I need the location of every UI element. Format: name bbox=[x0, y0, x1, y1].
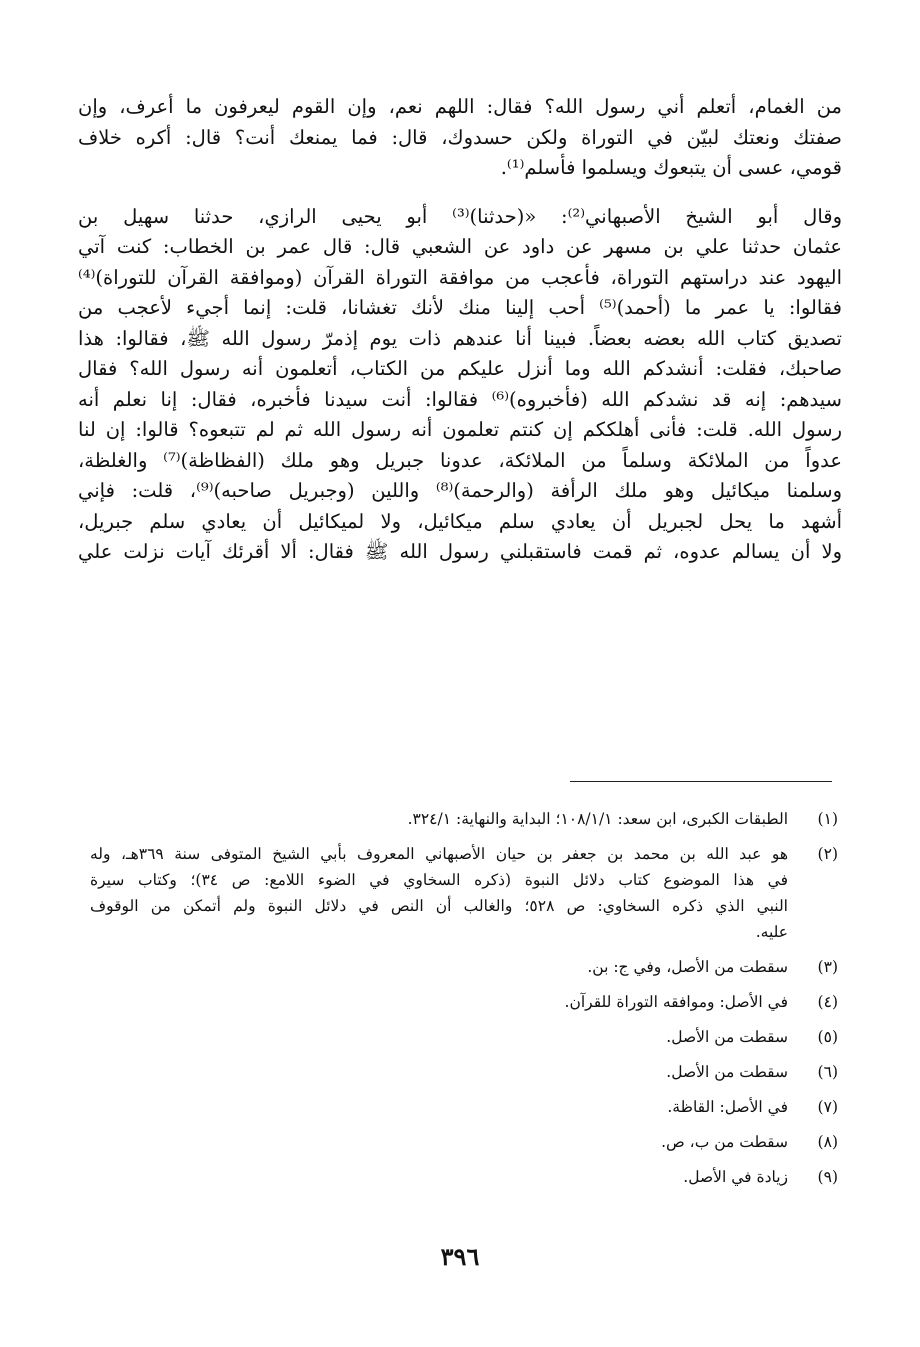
text-line: تصديق كتاب الله بعضه بعضاً. فبينا أنا عندهم ذات يوم إذمرّ رسول الله ﷺ، فقالوا: هذا bbox=[78, 326, 842, 350]
footnote-line: سقطت من ب، ص. bbox=[661, 1133, 788, 1151]
footnote-line: في الأصل: وموافقه التوراة للقرآن. bbox=[564, 993, 788, 1011]
footnote-line: زيادة في الأصل. bbox=[683, 1168, 788, 1186]
text-line: صفتك ونعتك لبيّن في التوراة ولكن حسدوك، قال: فما يمنعك أنت؟ قال: أكره خلاف bbox=[78, 125, 842, 149]
page-number: ٣٩٦ bbox=[440, 1242, 480, 1271]
footnote-text bbox=[90, 1059, 788, 1085]
footnote bbox=[90, 841, 838, 945]
text-line: عثمان حدثنا علي بن مسهر عن داود عن الشعبي قال: قال عمر بن الخطاب: كنت آتي bbox=[78, 235, 842, 258]
text-line: وسلمنا ميكائيل وهو ملك الرأفة (والرحمة)⁽⁸⁾ واللين (وجبريل صاحبه)⁽⁹⁾، قلت: فإني bbox=[78, 479, 842, 502]
footnote-line: عليه. bbox=[755, 923, 788, 941]
text-line: عدواً من الملائكة وسلماً من الملائكة، عدونا جبريل وهو ملك (الفظاظة)⁽⁷⁾ والغلظة، bbox=[78, 448, 842, 472]
text-line: فقالوا: يا عمر ما (أحمد)⁽⁵⁾ أحب إلينا منك لأنك تغشانا، قلت: إنما أجيء لأعجب من bbox=[78, 296, 842, 319]
footnote-number: (٥) bbox=[817, 1028, 838, 1046]
footnote-text bbox=[90, 989, 788, 1015]
footnote bbox=[90, 1024, 838, 1050]
text-line: رسول الله. قلت: فأنى أهلككم إن كنتم تعلمون أنه رسول الله ثم لم تتبعوه؟ قالوا: إن لنا bbox=[78, 418, 842, 441]
footnotes bbox=[90, 806, 838, 1199]
footnote-line: سقطت من الأصل. bbox=[666, 1063, 788, 1081]
footnote bbox=[90, 1059, 838, 1085]
footnote-line: النبي الذي ذكره السخاوي: ص ٥٢٨؛ والغالب أن النص في دلائل النبوة ولم أتمكن من الوقوف bbox=[90, 897, 788, 915]
text-line: قومي، عسى أن يتبعوك ويسلموا فأسلم⁽¹⁾. bbox=[500, 156, 842, 179]
footnote-text bbox=[90, 1094, 788, 1120]
text-line: من الغمام، أتعلم أني رسول الله؟ فقال: اللهم نعم، وإن القوم ليعرفون ما أعرف، وإن bbox=[78, 95, 842, 118]
footnote bbox=[90, 1094, 838, 1120]
footnote-text bbox=[90, 1164, 788, 1190]
text-line: اليهود عند دراستهم التوراة، فأعجب من موافقة التوراة القرآن (وموافقة القرآن للتوراة)⁽⁴⁾ bbox=[78, 265, 842, 289]
main-text bbox=[78, 92, 842, 568]
footnote-line: هو عبد الله بن محمد بن جعفر بن حيان الأصبهاني المعروف بأبي الشيخ المتوفى سنة ٣٦٩هـ، وله bbox=[90, 845, 788, 863]
footnote bbox=[90, 1164, 838, 1190]
footnote-text bbox=[90, 954, 788, 980]
footnote-number: (٢) bbox=[817, 845, 838, 863]
footnote-text bbox=[90, 1024, 788, 1050]
footnote-line: في الأصل: القاظة. bbox=[667, 1098, 788, 1116]
text-line: أشهد ما يحل لجبريل أن يعادي سلم ميكائيل، ولا لميكائيل أن يعادي سلم جبريل، bbox=[78, 509, 842, 533]
footnote bbox=[90, 1129, 838, 1155]
footnote-number: (٣) bbox=[817, 958, 838, 976]
footnote-line: سقطت من الأصل، وفي ج: بن. bbox=[587, 958, 788, 976]
footnote bbox=[90, 954, 838, 980]
footnote bbox=[90, 989, 838, 1015]
footnote-text bbox=[90, 841, 788, 945]
footnote-line: سقطت من الأصل. bbox=[666, 1028, 788, 1046]
footnote-line: الطبقات الكبرى، ابن سعد: ١٠٨/١/١؛ البداية والنهاية: ٣٢٤/١. bbox=[407, 810, 788, 828]
footnote-number: (٨) bbox=[817, 1133, 838, 1151]
footnote bbox=[90, 806, 838, 832]
footnote-number: (٤) bbox=[817, 993, 838, 1011]
footnote-number: (٩) bbox=[817, 1168, 838, 1186]
footnote-separator bbox=[570, 781, 832, 782]
footnote-text bbox=[90, 806, 788, 832]
text-line: ولا أن يسالم عدوه، ثم قمت فاستقبلني رسول الله ﷺ فقال: ألا أقرئك آيات نزلت علي bbox=[78, 540, 842, 563]
text-line: وقال أبو الشيخ الأصبهاني⁽²⁾: «(حدثنا)⁽³⁾ أبو يحيى الرازي، حدثنا سهيل بن bbox=[78, 204, 842, 228]
footnote-number: (٧) bbox=[817, 1098, 838, 1116]
footnote-text bbox=[90, 1129, 788, 1155]
footnote-number: (٦) bbox=[817, 1063, 838, 1081]
text-line: سيدهم: إنه قد نشدكم الله (فأخبروه)⁽⁶⁾ فقالوا: أنت سيدنا فأخبره، فقال: إنا نعلم أنه bbox=[78, 387, 842, 411]
footnote-line: في هذا الموضوع كتاب دلائل النبوة (ذكره السخاوي في الضوء اللامع: ص ٣٤)؛ وكتاب سيرة bbox=[90, 871, 788, 889]
text-line: صاحبك، فقلت: أنشدكم الله وما أنزل عليكم من الكتاب، أتعلمون أنه رسول الله؟ فقال bbox=[78, 357, 842, 380]
paragraph-gap bbox=[78, 184, 842, 202]
footnote-number: (١) bbox=[817, 810, 838, 828]
